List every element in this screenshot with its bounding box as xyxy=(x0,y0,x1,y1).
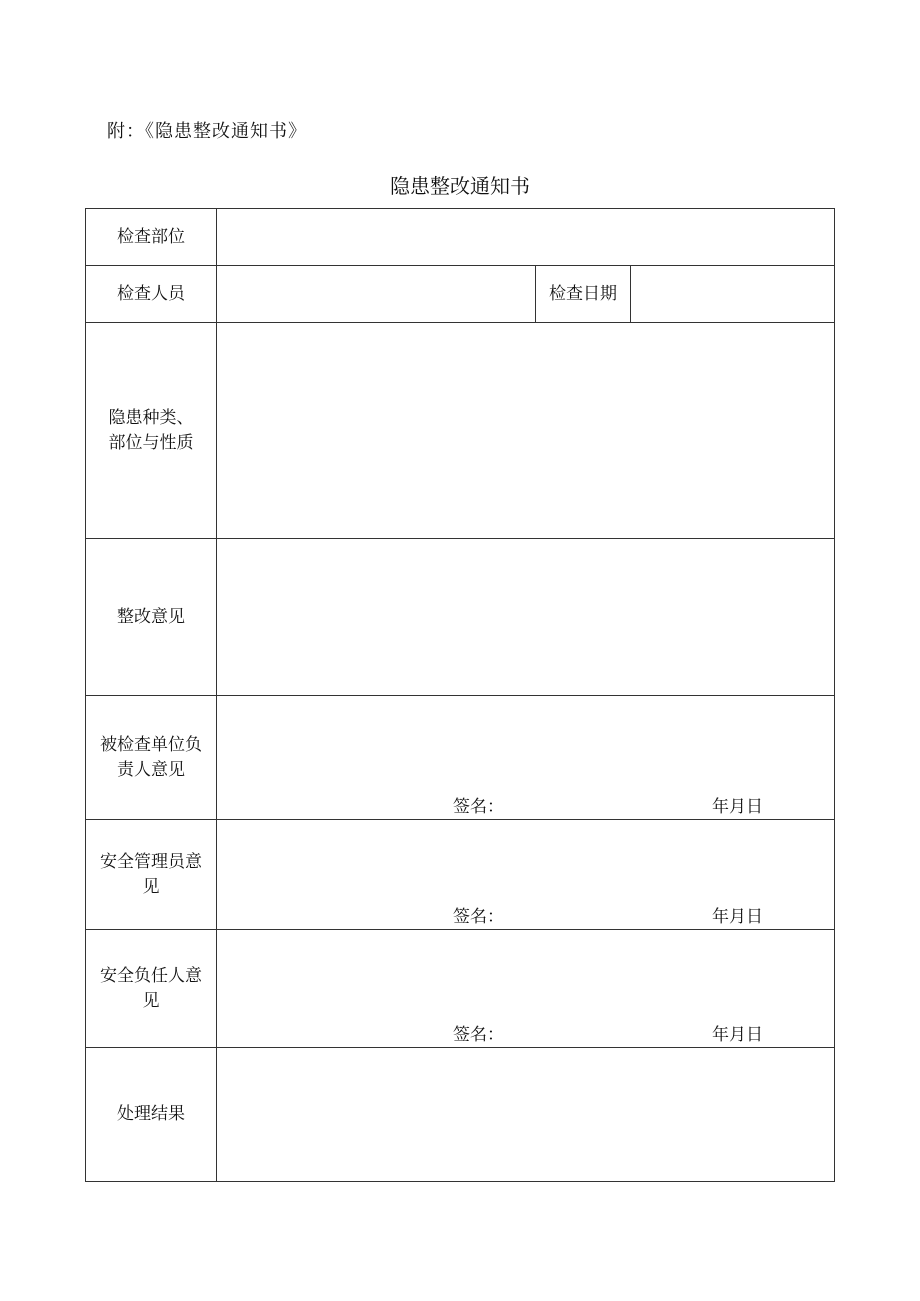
inspection-date-field[interactable] xyxy=(631,266,835,323)
rectification-opinion-label: 整改意见 xyxy=(86,539,217,696)
rectification-notice-form xyxy=(85,208,835,1182)
safety-admin-opinion-field[interactable] xyxy=(217,820,835,930)
result-label: 处理结果 xyxy=(86,1048,217,1182)
inspectors-label: 检查人员 xyxy=(86,266,217,323)
hazard-type-field[interactable] xyxy=(217,323,835,539)
safety-admin-opinion-label xyxy=(86,820,217,930)
unit-head-opinion-label-line1: 被检查单位负 xyxy=(100,734,202,755)
row-rectification-opinion xyxy=(86,539,835,696)
row-unit-head-opinion xyxy=(86,696,835,820)
inspection-area-field[interactable] xyxy=(217,209,835,266)
safety-responsible-opinion-field[interactable] xyxy=(217,930,835,1048)
row-safety-admin-opinion xyxy=(86,820,835,930)
row-result xyxy=(86,1048,835,1182)
row-safety-responsible-opinion xyxy=(86,930,835,1048)
hazard-type-label-line2: 部位与性质 xyxy=(108,432,194,453)
hazard-type-label xyxy=(86,323,217,539)
safety-responsible-opinion-label-line1: 安全负任人意 xyxy=(100,965,202,986)
safety-admin-signature-label: 签名： xyxy=(453,907,504,927)
safety-responsible-date-label: 年月日 xyxy=(712,1025,763,1045)
safety-admin-date-label: 年月日 xyxy=(712,907,763,927)
row-hazard-type xyxy=(86,323,835,539)
unit-head-opinion-label xyxy=(86,696,217,820)
unit-head-date-label: 年月日 xyxy=(712,797,763,817)
safety-admin-opinion-label-line1: 安全管理员意 xyxy=(100,851,202,872)
safety-responsible-signature-label: 签名： xyxy=(453,1025,504,1045)
inspectors-field[interactable] xyxy=(217,266,536,323)
attachment-note: 附：《隐患整改通知书》 xyxy=(107,121,307,142)
unit-head-opinion-label-line2: 责人意见 xyxy=(117,759,185,780)
rectification-opinion-field[interactable] xyxy=(217,539,835,696)
inspection-date-label: 检查日期 xyxy=(536,266,631,323)
inspection-area-label: 检查部位 xyxy=(86,209,217,266)
result-field[interactable] xyxy=(217,1048,835,1182)
safety-responsible-opinion-label xyxy=(86,930,217,1048)
row-inspectors xyxy=(86,266,835,323)
unit-head-signature-label: 签名： xyxy=(453,797,504,817)
safety-responsible-opinion-label-line2: 见 xyxy=(142,990,160,1011)
hazard-type-label-line1: 隐患种类、 xyxy=(108,407,194,428)
document-title: 隐患整改通知书 xyxy=(390,174,530,198)
safety-admin-opinion-label-line2: 见 xyxy=(142,876,160,897)
unit-head-opinion-field[interactable] xyxy=(217,696,835,820)
row-inspection-area xyxy=(86,209,835,266)
